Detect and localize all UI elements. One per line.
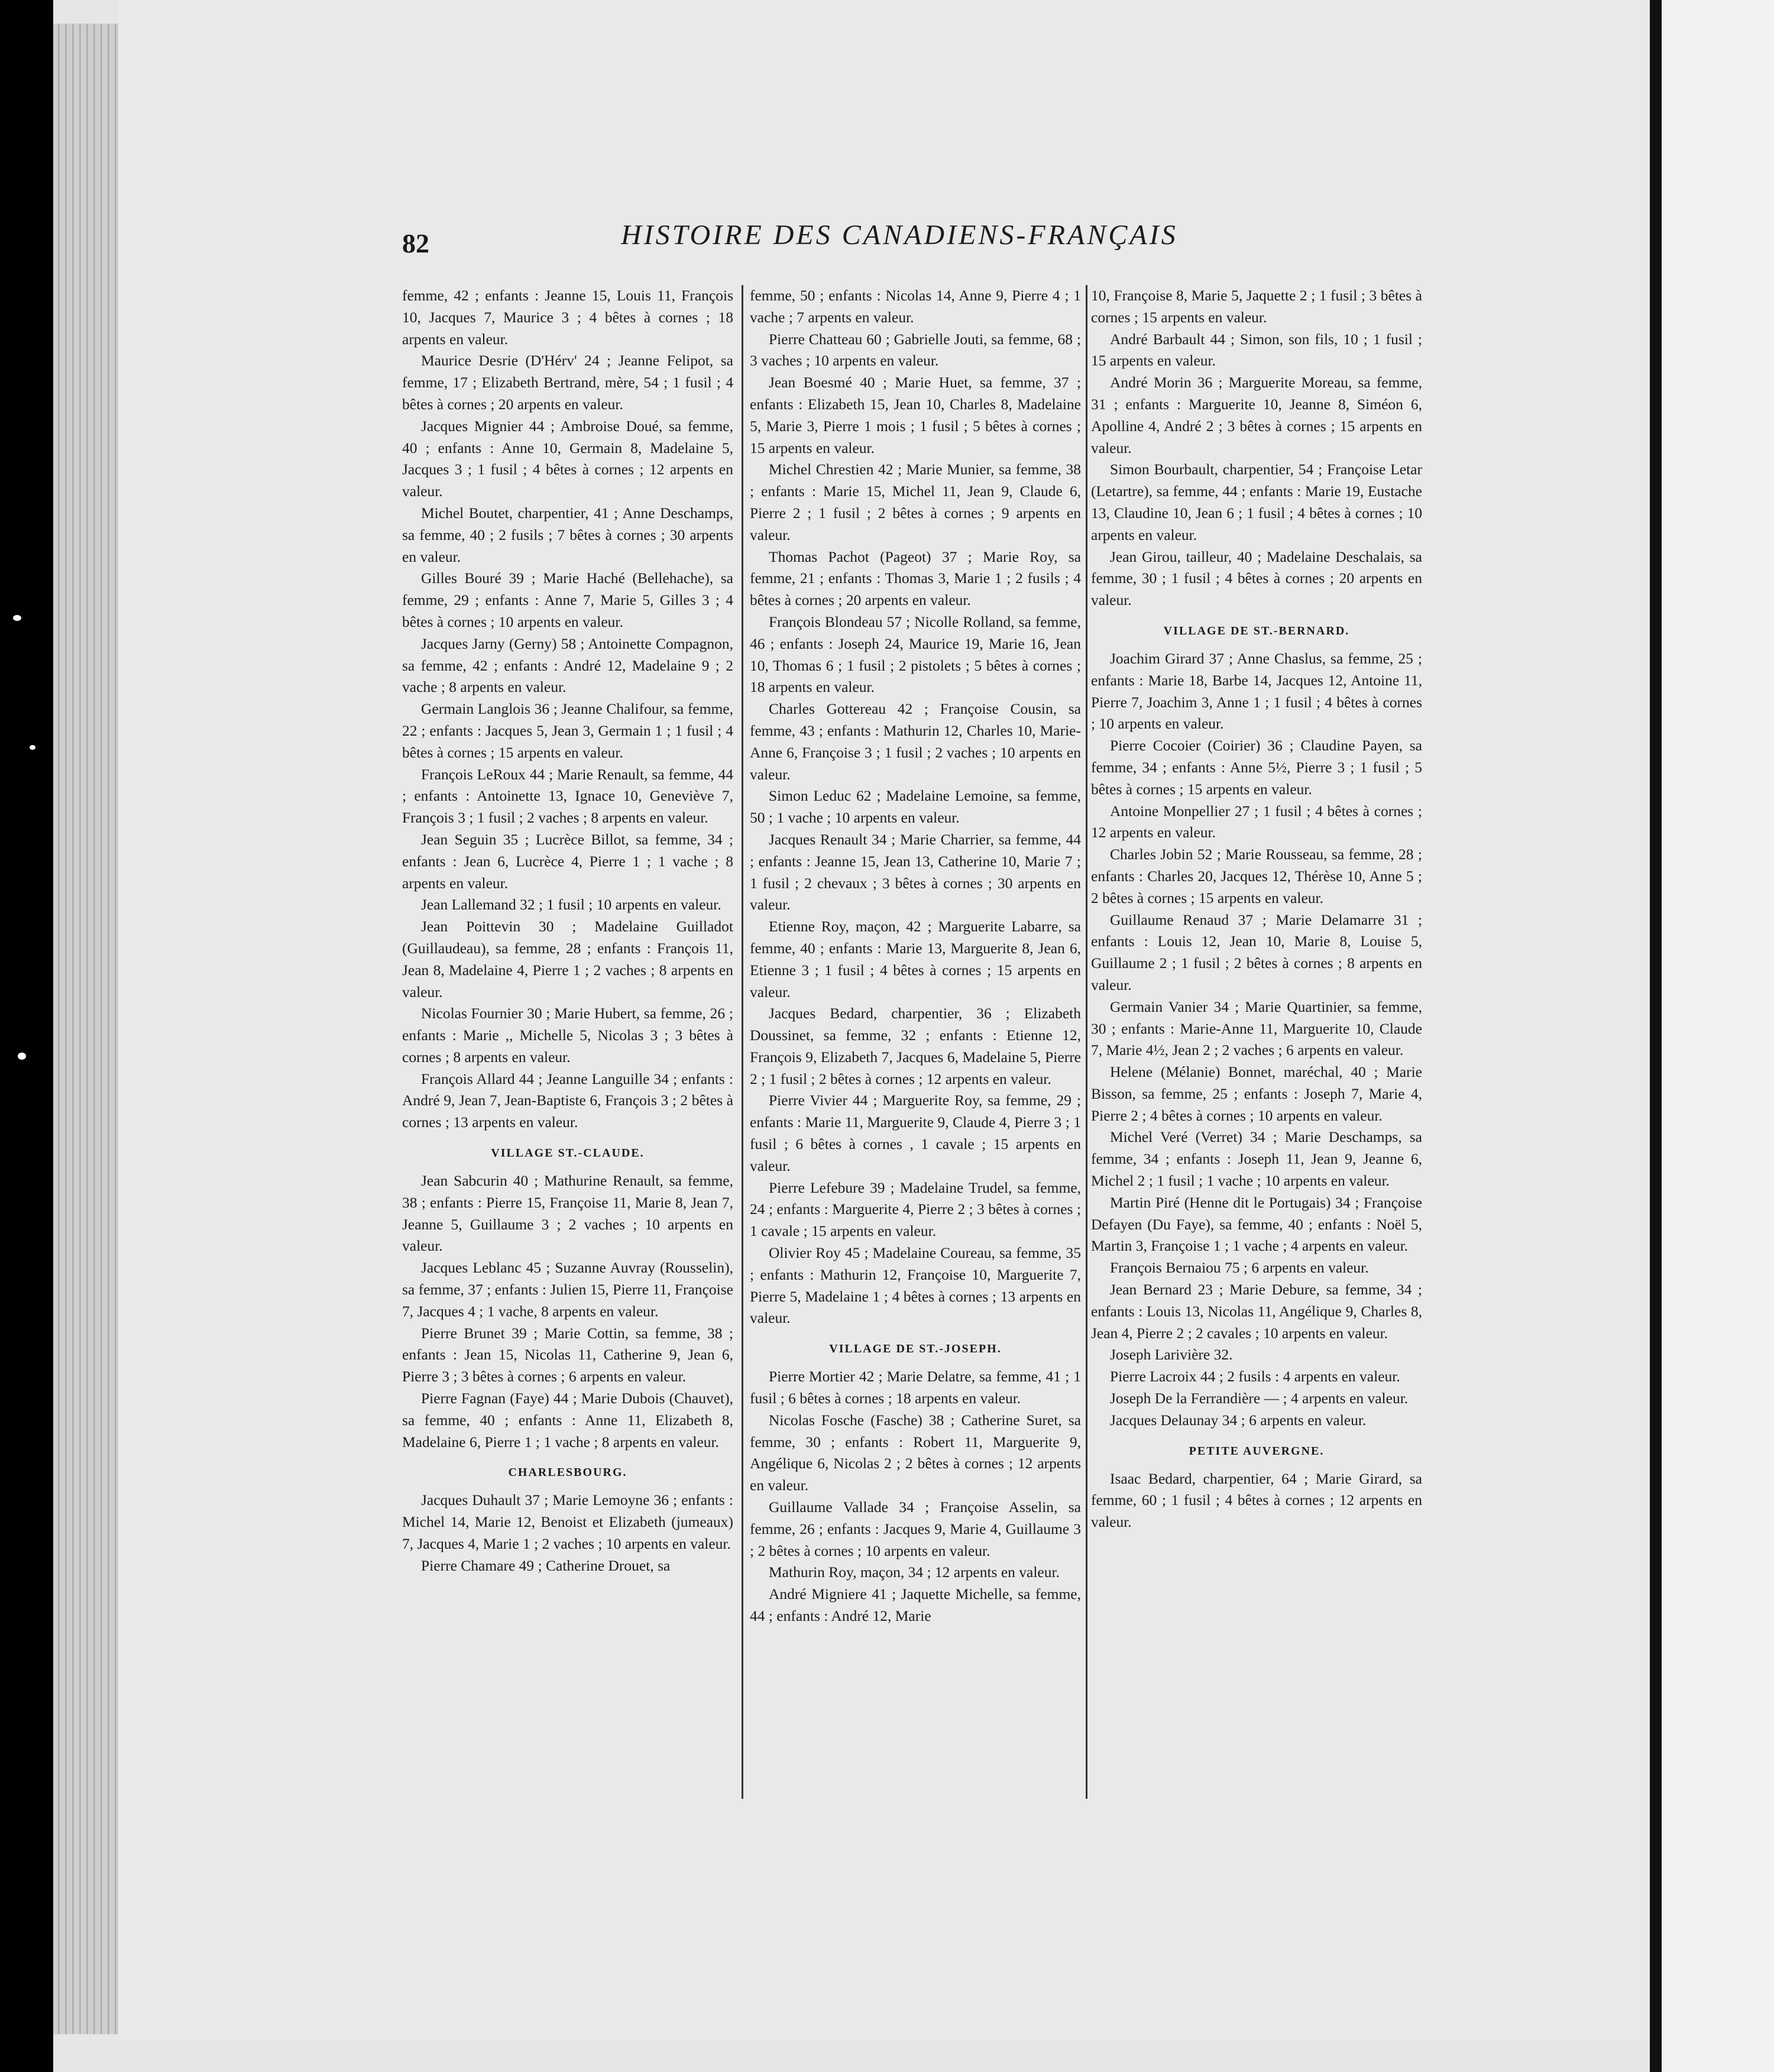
- census-entry: Pierre Fagnan (Faye) 44 ; Marie Dubois (Chauvet), sa femme, 40 ; enfants : Anne 11, Elizabeth 8, Madelaine 6, Pierre 1 ; 1 vache ; 8 arpents en valeur.: [402, 1390, 733, 1451]
- census-entry: Olivier Roy 45 ; Madelaine Coureau, sa femme, 35 ; enfants : Mathurin 12, Françoise 10, Marguerite 7, Pierre 5, Madelaine 1 ; 4 bêtes à cornes ; 13 arpents en valeur.: [750, 1244, 1081, 1327]
- scan-speck: [30, 745, 35, 750]
- census-entry: Etienne Roy, maçon, 42 ; Marguerite Labarre, sa femme, 40 ; enfants : Marie 13, Marguerite 8, Jean 6, Etienne 3 ; 1 fusil ; 4 bêtes à cornes ; 15 arpents en valeur.: [750, 918, 1081, 1001]
- census-entry: André Morin 36 ; Marguerite Moreau, sa femme, 31 ; enfants : Marguerite 10, Jeanne 8, Siméon 6, Apolline 4, André 2 ; 3 bêtes à cornes ; 15 arpents en valeur.: [1091, 374, 1422, 457]
- census-entry: Pierre Chamare 49 ; Catherine Drouet, sa: [421, 1556, 671, 1574]
- census-entry: André Barbault 44 ; Simon, son fils, 10 ; 1 fusil ; 15 arpents en valeur.: [1091, 330, 1422, 370]
- census-entry: Jean Boesmé 40 ; Marie Huet, sa femme, 37 ; enfants : Elizabeth 15, Jean 10, Charles 8, Madelaine 5, Marie 3, Pierre 1 mois ; 1 fusil ; 5 bêtes à cornes ; 15 arpents en valeur.: [750, 374, 1081, 457]
- census-entry: Michel Boutet, charpentier, 41 ; Anne Deschamps, sa femme, 40 ; 2 fusils ; 7 bêtes à cornes ; 30 arpents en valeur.: [402, 504, 733, 565]
- entry-continuation: 10, Françoise 8, Marie 5, Jaquette 2 ; 1 fusil ; 3 bêtes à cornes ; 15 arpents en valeur.: [1091, 287, 1422, 326]
- census-entry: Mathurin Roy, maçon, 34 ; 12 arpents en valeur.: [769, 1563, 1060, 1581]
- census-entry: Pierre Mortier 42 ; Marie Delatre, sa femme, 41 ; 1 fusil ; 6 bêtes à cornes ; 18 arpents en valeur.: [750, 1368, 1081, 1407]
- census-entry: François Bernaiou 75 ; 6 arpents en valeur.: [1110, 1259, 1369, 1277]
- census-entry: Simon Leduc 62 ; Madelaine Lemoine, sa femme, 50 ; 1 vache ; 10 arpents en valeur.: [750, 787, 1081, 827]
- section-heading: VILLAGE DE ST.-JOSEPH.: [829, 1342, 1002, 1356]
- census-entry: Nicolas Fosche (Fasche) 38 ; Catherine Suret, sa femme, 30 ; enfants : Robert 11, Marguerite 9, Angélique 6, Nicolas 2 ; 2 bêtes à cornes ; 12 arpents en valeur.: [750, 1411, 1081, 1494]
- census-entry: Jacques Jarny (Gerny) 58 ; Antoinette Compagnon, sa femme, 42 ; enfants : André 12, Madelaine 9 ; 2 vache ; 8 arpents en valeur.: [402, 634, 733, 696]
- entry-continuation: femme, 42 ; enfants : Jeanne 15, Louis 11, François 10, Jacques 7, Maurice 3 ; 4 bêtes à cornes ; 18 arpents en valeur.: [402, 287, 733, 348]
- scan-speck: [18, 1053, 26, 1060]
- census-entry: Jean Bernard 23 ; Marie Debure, sa femme, 34 ; enfants : Louis 13, Nicolas 11, Angélique 9, Charles 8, Jean 4, Pierre 2 ; 2 cavales ; 10 arpents en valeur.: [1091, 1281, 1422, 1342]
- census-entry: Jean Girou, tailleur, 40 ; Madelaine Deschalais, sa femme, 30 ; 1 fusil ; 4 bêtes à cornes ; 20 arpents en valeur.: [1091, 548, 1422, 609]
- census-entry: Maurice Desrie (D'Hérv' 24 ; Jeanne Felipot, sa femme, 17 ; Elizabeth Bertrand, mère, 54 ; 1 fusil ; 4 bêtes à cornes ; 20 arpents en valeur.: [402, 352, 733, 413]
- census-entry: Germain Langlois 36 ; Jeanne Chalifour, sa femme, 22 ; enfants : Jacques 5, Jean 3, Germain 1 ; 1 fusil ; 4 bêtes à cornes ; 15 arpents en valeur.: [402, 700, 733, 761]
- census-entry: Nicolas Fournier 30 ; Marie Hubert, sa femme, 26 ; enfants : Marie ,, Michelle 5, Nicolas 3 ; 3 bêtes à cornes ; 8 arpents en valeur.: [402, 1005, 733, 1066]
- column-rule: [742, 285, 743, 1799]
- text-column-1: [402, 285, 733, 1577]
- census-entry: Jean Seguin 35 ; Lucrèce Billot, sa femme, 34 ; enfants : Jean 6, Lucrèce 4, Pierre 1 ; 1 vache ; 8 arpents en valeur.: [402, 830, 733, 892]
- census-entry: Pierre Cocoier (Coirier) 36 ; Claudine Payen, sa femme, 34 ; enfants : Anne 5½, Pierre 3 ; 1 fusil ; 5 bêtes à cornes ; 15 arpents en valeur.: [1091, 737, 1422, 798]
- census-entry: Martin Piré (Henne dit le Portugais) 34 ; Françoise Defayen (Du Faye), sa femme, 40 ; enfants : Noël 5, Martin 3, Françoise 1 ; 1 vache ; 4 arpents en valeur.: [1091, 1193, 1422, 1255]
- census-entry: Joachim Girard 37 ; Anne Chaslus, sa femme, 25 ; enfants : Marie 18, Barbe 14, Jacques 12, Antoine 11, Pierre 7, Joachim 3, Anne 1 ; 1 fusil ; 4 bêtes à cornes ; 10 arpents en valeur.: [1091, 649, 1422, 733]
- census-entry: François Blondeau 57 ; Nicolle Rolland, sa femme, 46 ; enfants : Joseph 24, Maurice 19, Marie 16, Jean 10, Thomas 6 ; 1 fusil ; 2 pistolets ; 5 bêtes à cornes ; 18 arpents en valeur.: [750, 613, 1081, 696]
- census-entry: Antoine Monpellier 27 ; 1 fusil ; 4 bêtes à cornes ; 12 arpents en valeur.: [1091, 802, 1422, 841]
- section-heading: PETITE AUVERGNE.: [1189, 1444, 1325, 1458]
- census-entry: Guillaume Vallade 34 ; Françoise Asselin, sa femme, 26 ; enfants : Jacques 9, Marie 4, Guillaume 3 ; 2 bêtes à cornes ; 10 arpents en valeur.: [750, 1498, 1081, 1559]
- census-entry: Jacques Bedard, charpentier, 36 ; Elizabeth Doussinet, sa femme, 32 ; enfants : Etienne 12, François 9, Elizabeth 7, Jacques 6, Madelaine 5, Pierre 2 ; 1 fusil ; 2 bêtes à cornes ; 12 arpents en valeur.: [750, 1005, 1081, 1087]
- census-entry: Pierre Lacroix 44 ; 2 fusils : 4 arpents en valeur.: [1110, 1368, 1400, 1385]
- section-heading: CHARLESBOURG.: [508, 1466, 627, 1479]
- text-column-2: [750, 285, 1081, 1627]
- page-number: 82: [402, 228, 429, 258]
- census-entry: Michel Veré (Verret) 34 ; Marie Deschamps, sa femme, 34 ; enfants : Joseph 11, Jean 9, Jeanne 6, Michel 2 ; 1 fusil ; 1 vache ; 10 arpents en valeur.: [1091, 1128, 1422, 1190]
- census-entry: Isaac Bedard, charpentier, 64 ; Marie Girard, sa femme, 60 ; 1 fusil ; 4 bêtes à cornes ; 12 arpents en valeur.: [1091, 1469, 1422, 1531]
- census-entry: Gilles Bouré 39 ; Marie Haché (Bellehache), sa femme, 29 ; enfants : Anne 7, Marie 5, Gilles 3 ; 4 bêtes à cornes ; 10 arpents en valeur.: [402, 569, 733, 630]
- census-entry: Jacques Leblanc 45 ; Suzanne Auvray (Rousselin), sa femme, 37 ; enfants : Julien 15, Pierre 11, Françoise 7, Jacques 4 ; 1 vache, 8 arpents en valeur.: [402, 1259, 733, 1320]
- census-entry: Germain Vanier 34 ; Marie Quartinier, sa femme, 30 ; enfants : Marie-Anne 11, Marguerite 10, Claude 7, Marie 4½, Jean 2 ; 2 vaches ; 6 arpents en valeur.: [1091, 998, 1422, 1059]
- census-entry: Pierre Vivier 44 ; Marguerite Roy, sa femme, 29 ; enfants : Marie 11, Marguerite 9, Claude 4, Pierre 3 ; 1 fusil ; 6 bêtes à cornes , 1 cavale ; 15 arpents en valeur.: [750, 1092, 1081, 1174]
- census-entry: Jacques Duhault 37 ; Marie Lemoyne 36 ; enfants : Michel 14, Marie 12, Benoist et Elizabeth (jumeaux) 7, Jacques 4, Marie 1 ; 2 vaches ; 10 arpents en valeur.: [402, 1491, 733, 1553]
- census-entry: Pierre Lefebure 39 ; Madelaine Trudel, sa femme, 24 ; enfants : Marguerite 4, Pierre 2 ; 3 bêtes à cornes ; 1 cavale ; 15 arpents en valeur.: [750, 1179, 1081, 1240]
- census-entry: Jean Lallemand 32 ; 1 fusil ; 10 arpents en valeur.: [421, 896, 721, 914]
- census-entry: Michel Chrestien 42 ; Marie Munier, sa femme, 38 ; enfants : Marie 15, Michel 11, Jean 9, Claude 6, Pierre 2 ; 1 fusil ; 2 bêtes à cornes ; 9 arpents en valeur.: [750, 461, 1081, 543]
- book-spine: [1650, 0, 1662, 2072]
- census-entry: Jean Sabcurin 40 ; Mathurine Renault, sa femme, 38 ; enfants : Pierre 15, Françoise 11, Marie 8, Jean 7, Jeanne 5, Guillaume 3 ; 2 vaches ; 10 arpents en valeur.: [402, 1172, 733, 1255]
- census-entry: Thomas Pachot (Pageot) 37 ; Marie Roy, sa femme, 21 ; enfants : Thomas 3, Marie 1 ; 2 fusils ; 4 bêtes à cornes ; 20 arpents en valeur.: [750, 548, 1081, 609]
- census-entry: François LeRoux 44 ; Marie Renault, sa femme, 44 ; enfants : Antoinette 13, Ignace 10, Geneviève 7, François 3 ; 1 fusil ; 2 vaches ; 8 arpents en valeur.: [402, 765, 733, 827]
- entry-continuation: femme, 50 ; enfants : Nicolas 14, Anne 9, Pierre 4 ; 1 vache ; 7 arpents en valeur.: [750, 287, 1081, 326]
- census-entry: Charles Gottereau 42 ; Françoise Cousin, sa femme, 43 ; enfants : Mathurin 12, Charles 10, Marie-Anne 6, Françoise 3 ; 1 fusil ; 2 vaches ; 10 arpents en valeur.: [750, 700, 1081, 783]
- census-entry: Guillaume Renaud 37 ; Marie Delamarre 31 ; enfants : Louis 12, Jean 10, Marie 8, Louise 5, Guillaume 2 ; 1 fusil ; 2 bêtes à cornes ; 8 arpents en valeur.: [1091, 911, 1422, 993]
- census-entry: Joseph Larivière 32.: [1110, 1346, 1233, 1364]
- census-entry: Charles Jobin 52 ; Marie Rousseau, sa femme, 28 ; enfants : Charles 20, Jacques 12, Thérèse 10, Anne 5 ; 2 bêtes à cornes ; 15 arpents en valeur.: [1091, 846, 1422, 906]
- census-entry: Simon Bourbault, charpentier, 54 ; Françoise Letar (Letartre), sa femme, 44 ; enfants : Marie 19, Eustache 13, Claudine 10, Jean 6 ; 1 fusil ; 4 bêtes à cornes ; 10 arpents en valeur.: [1091, 461, 1422, 543]
- section-heading: VILLAGE DE ST.-BERNARD.: [1163, 624, 1350, 637]
- census-entry: Jacques Renault 34 ; Marie Charrier, sa femme, 44 ; enfants : Jeanne 15, Jean 13, Catherine 10, Marie 7 ; 1 fusil ; 2 chevaux ; 3 bêtes à cornes ; 30 arpents en valeur.: [750, 830, 1081, 914]
- census-entry: Joseph De la Ferrandière — ; 4 arpents en valeur.: [1110, 1390, 1409, 1407]
- scan-speck: [13, 615, 21, 621]
- section-heading: VILLAGE ST.-CLAUDE.: [491, 1147, 645, 1160]
- running-title: HISTOIRE DES CANADIENS-FRANÇAIS: [621, 219, 1178, 251]
- census-entry: Pierre Chatteau 60 ; Gabrielle Jouti, sa femme, 68 ; 3 vaches ; 10 arpents en valeur.: [750, 330, 1081, 370]
- column-rule: [1086, 285, 1087, 1799]
- census-entry: Helene (Mélanie) Bonnet, maréchal, 40 ; Marie Bisson, sa femme, 25 ; enfants : Joseph 7, Marie 4, Pierre 2 ; 4 bêtes à cornes ; 10 arpents en valeur.: [1091, 1063, 1422, 1124]
- page-header: [402, 216, 1206, 269]
- census-entry: Pierre Brunet 39 ; Marie Cottin, sa femme, 38 ; enfants : Jean 15, Nicolas 11, Catherine 9, Jean 6, Pierre 3 ; 3 bêtes à cornes ; 6 arpents en valeur.: [402, 1324, 733, 1385]
- census-entry: Jean Poittevin 30 ; Madelaine Guilladot (Guillaudeau), sa femme, 28 ; enfants : François 11, Jean 8, Madelaine 4, Pierre 1 ; 2 vaches ; 8 arpents en valeur.: [402, 918, 733, 1001]
- text-column-3: [1091, 285, 1422, 1533]
- census-entry: André Migniere 41 ; Jaquette Michelle, sa femme, 44 ; enfants : André 12, Marie: [750, 1585, 1081, 1625]
- facing-page-edge: [1662, 0, 1774, 2072]
- census-entry: Jacques Mignier 44 ; Ambroise Doué, sa femme, 40 ; enfants : Anne 10, Germain 8, Madelaine 5, Jacques 3 ; 1 fusil ; 4 bêtes à cornes ; 12 arpents en valeur.: [402, 417, 733, 500]
- census-entry: François Allard 44 ; Jeanne Languille 34 ; enfants : André 9, Jean 7, Jean-Baptiste 6, François 3 ; 2 bêtes à cornes ; 13 arpents en valeur.: [402, 1070, 733, 1131]
- census-entry: Jacques Delaunay 34 ; 6 arpents en valeur.: [1110, 1411, 1367, 1429]
